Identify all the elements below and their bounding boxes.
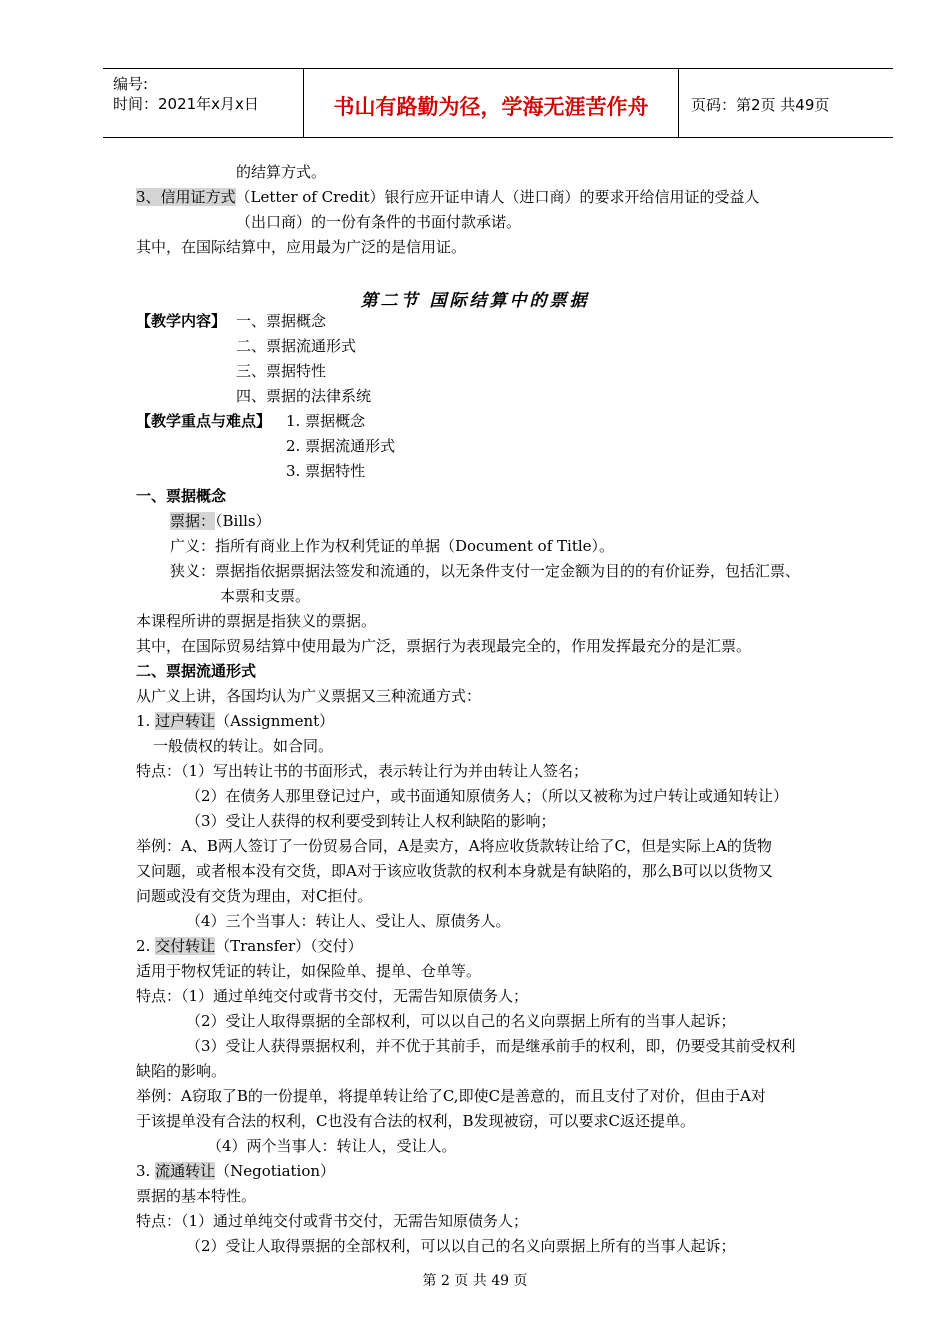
text-line: （2）在债务人那里登记过户，或书面通知原债务人；（所以又被称为过户转让或通知转让）	[186, 787, 789, 805]
text-line: 本票和支票。	[220, 587, 311, 605]
header-motto-cell	[303, 69, 679, 137]
text-line: 特点：（1）通过单纯交付或背书交付，无需告知原债务人；	[136, 1212, 529, 1230]
page-footer: 第 2 页 共 49 页	[422, 1273, 528, 1289]
text-line: （2）受让人取得票据的全部权利，可以以自己的名义向票据上所有的当事人起诉；	[186, 1237, 736, 1255]
text-line: 3、信用证方式（Letter of Credit）银行应开证申请人（进口商）的要求开给信用证的受益人	[136, 188, 760, 206]
key-item: 3. 票据特性	[286, 462, 366, 480]
text-line: （2）受让人取得票据的全部权利，可以以自己的名义向票据上所有的当事人起诉；	[186, 1012, 736, 1030]
content-item: 二、票据流通形式	[236, 337, 357, 355]
text-line: 特点：（1）通过单纯交付或背书交付，无需告知原债务人；	[136, 987, 529, 1005]
header-meta-cell	[103, 69, 303, 137]
highlight-term: 交付转让	[155, 937, 216, 955]
text-line: （4）两个当事人：转让人，受让人。	[207, 1137, 457, 1155]
text-line: 票据：（Bills）	[170, 512, 271, 530]
highlight-term: 3、信用证方式	[136, 188, 236, 206]
text-line: （出口商）的一份有条件的书面付款承诺。	[236, 213, 522, 231]
content-item: 三、票据特性	[236, 362, 327, 380]
content-item: 四、票据的法律系统	[236, 387, 372, 405]
text-line: 于该提单没有合法的权利，C也没有合法的权利，B发现被窃，可以要求C返还提单。	[136, 1112, 695, 1130]
header-page-cell	[679, 69, 893, 137]
content-label: 【教学内容】	[136, 312, 227, 330]
content-item: 一、票据概念	[236, 312, 327, 330]
highlight-term: 票据：	[170, 512, 216, 530]
key-item: 2. 票据流通形式	[286, 437, 396, 455]
key-label: 【教学重点与难点】	[136, 412, 272, 430]
text-line: 缺陷的影响。	[136, 1062, 227, 1080]
heading: 一、票据概念	[136, 487, 227, 505]
number-label: 编号:	[113, 75, 149, 93]
text-line: 票据的基本特性。	[136, 1187, 257, 1205]
motto: 书山有路勤为径，学海无涯苦作舟	[333, 95, 649, 119]
text-line: 又问题，或者根本没有交货，即A对于该应收货款的权利本身就是有缺陷的，那么B可以以货物又	[136, 862, 773, 880]
page-info: 页码：第2页 共49页	[691, 96, 830, 114]
highlight-term: 过户转让	[155, 712, 216, 730]
text-line: 举例：A窃取了B的一份提单，将提单转让给了C,即使C是善意的，而且支付了对价，但由于A对	[136, 1087, 766, 1105]
page-header	[103, 68, 893, 138]
text-line: 3. 流通转让（Negotiation）	[136, 1162, 336, 1180]
text-line: 其中，在国际结算中，应用最为广泛的是信用证。	[136, 238, 467, 256]
text-line: 狭义：票据指依据票据法签发和流通的，以无条件支付一定金额为目的的有价证券，包括汇票、	[170, 562, 801, 580]
text-line: 本课程所讲的票据是指狭义的票据。	[136, 612, 377, 630]
text-line: （4）三个当事人：转让人、受让人、原债务人。	[186, 912, 511, 930]
text-line: 其中，在国际贸易结算中使用最为广泛，票据行为表现最完全的，作用发挥最充分的是汇票。	[136, 637, 752, 655]
heading: 二、票据流通形式	[136, 662, 257, 680]
section-title: 第二节 国际结算中的票据	[360, 291, 590, 311]
text-line: 举例：A、B两人签订了一份贸易合同，A是卖方，A将应收货款转让给了C，但是实际上A的货物	[136, 837, 772, 855]
text-line: （3）受让人获得的权利要受到转让人权利缺陷的影响；	[186, 812, 556, 830]
date-label: 时间：2021年x月x日	[113, 95, 259, 113]
text-line: 适用于物权凭证的转让，如保险单、提单、仓单等。	[136, 962, 482, 980]
text-line: 1. 过户转让（Assignment）	[136, 712, 335, 730]
text-line: 从广义上讲，各国均认为广义票据又三种流通方式：	[136, 687, 482, 705]
text-line: 特点：（1）写出转让书的书面形式，表示转让行为并由转让人签名；	[136, 762, 589, 780]
text-line: 2. 交付转让（Transfer）（交付）	[136, 937, 363, 955]
text-line: 一般债权的转让。如合同。	[153, 737, 334, 755]
text-line: 的结算方式。	[236, 163, 327, 181]
text-line: 广义：指所有商业上作为权利凭证的单据（Document of Title）。	[170, 537, 615, 555]
key-item: 1. 票据概念	[286, 412, 366, 430]
highlight-term: 流通转让	[155, 1162, 216, 1180]
text-line: （3）受让人获得票据权利，并不优于其前手，而是继承前手的权利，即，仍要受其前受权利	[186, 1037, 796, 1055]
text-line: 问题或没有交货为理由，对C拒付。	[136, 887, 373, 905]
